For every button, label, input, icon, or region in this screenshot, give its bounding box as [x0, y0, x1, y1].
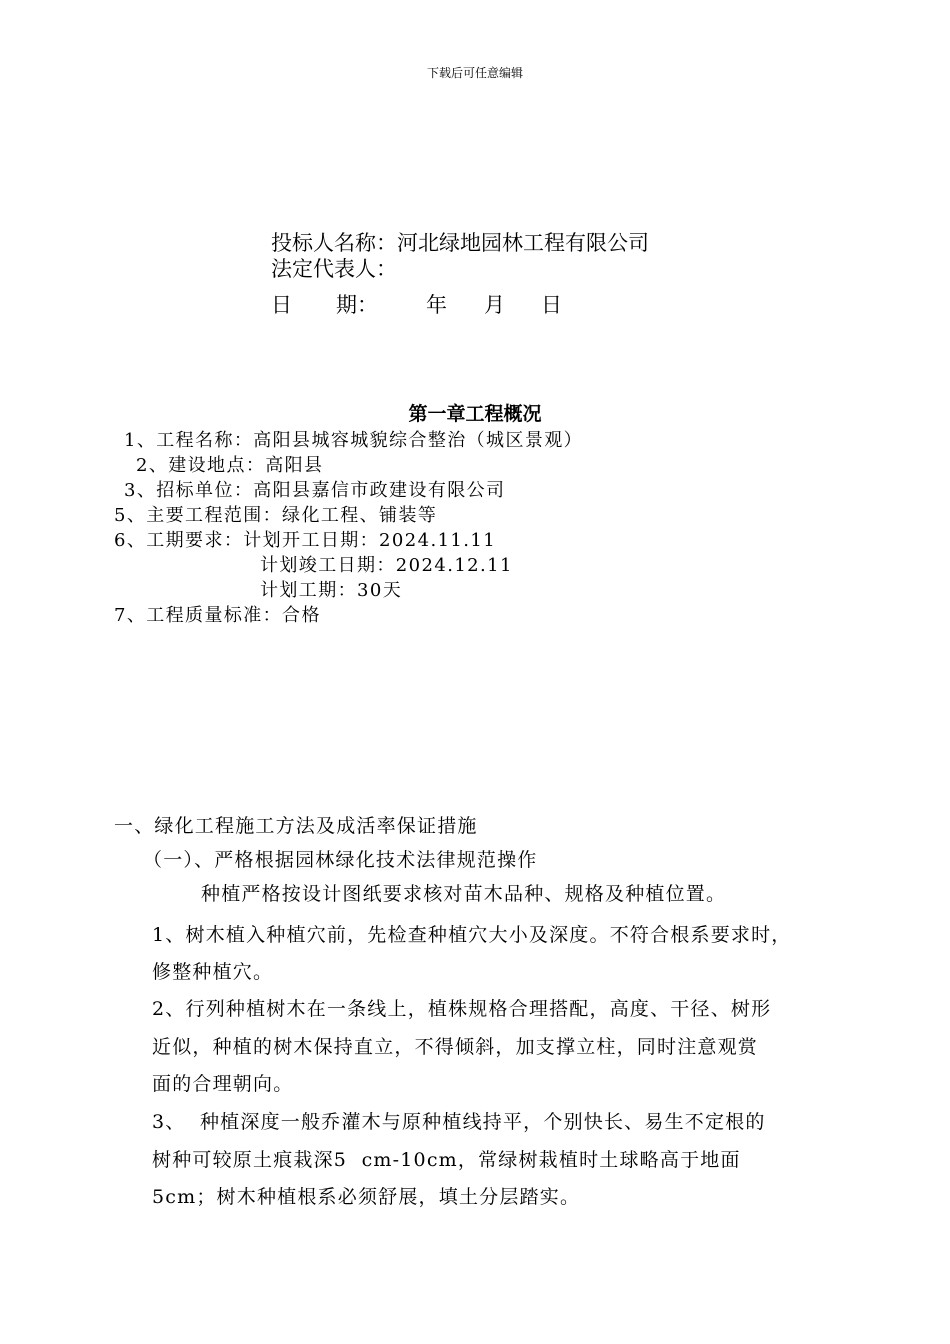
date-label-suffix: 期： — [336, 293, 378, 317]
item2-line1: 2、行列种植树木在一条线上，植株规格合理搭配，高度、干径、树形 — [152, 998, 772, 1020]
item3-line1: 3、 种植深度一般乔灌木与原种植线持平，个别快长、易生不定根的 — [152, 1111, 766, 1133]
item3-line2: 树种可较原土痕栽深5 cm-10cm，常绿树栽植时土球略高于地面 — [152, 1149, 741, 1171]
header-note: 下载后可任意编辑 — [426, 66, 523, 80]
overview-scope: 5、主要工程范围：绿化工程、铺装等 — [114, 505, 438, 526]
chapter-title: 第一章工程概况 — [408, 403, 542, 425]
date-year: 年 — [426, 293, 447, 317]
overview-schedule-duration: 计划工期：30天 — [260, 580, 403, 601]
item2-line2: 近似，种植的树木保持直立，不得倾斜，加支撑立柱，同时注意观赏 — [152, 1036, 759, 1058]
item2-line3: 面的合理朝向。 — [152, 1073, 294, 1095]
section-subheading: （一）、严格根据园林绿化技术法律规范操作 — [143, 849, 538, 871]
item3-line3: 5cm；树木种植根系必须舒展，填土分层踏实。 — [152, 1186, 581, 1208]
date-month: 月 — [484, 293, 505, 317]
overview-schedule-start: 6、工期要求：计划开工日期：2024.11.11 — [114, 530, 497, 551]
section-intro: 种植严格按设计图纸要求核对苗木品种、规格及种植位置。 — [201, 883, 727, 905]
overview-tenderer: 3、招标单位：高阳县嘉信市政建设有限公司 — [124, 480, 506, 501]
item1-line2: 修整种植穴。 — [152, 961, 274, 983]
section-heading: 一、绿化工程施工方法及成活率保证措施 — [114, 815, 478, 837]
overview-project-name: 1、工程名称：高阳县城容城貌综合整治（城区景观） — [124, 430, 584, 451]
overview-schedule-end: 计划竣工日期：2024.12.11 — [260, 555, 513, 576]
overview-quality: 7、工程质量标准：合格 — [114, 605, 321, 626]
bidder-name-line: 投标人名称：河北绿地园林工程有限公司 — [271, 231, 649, 255]
legal-representative-line: 法定代表人： — [271, 257, 397, 281]
date-day: 日 — [541, 293, 562, 317]
overview-location: 2、建设地点：高阳县 — [136, 455, 324, 476]
date-label: 日 — [271, 293, 292, 317]
item1-line1: 1、树木植入种植穴前，先检查种植穴大小及深度。不符合根系要求时， — [152, 924, 792, 946]
